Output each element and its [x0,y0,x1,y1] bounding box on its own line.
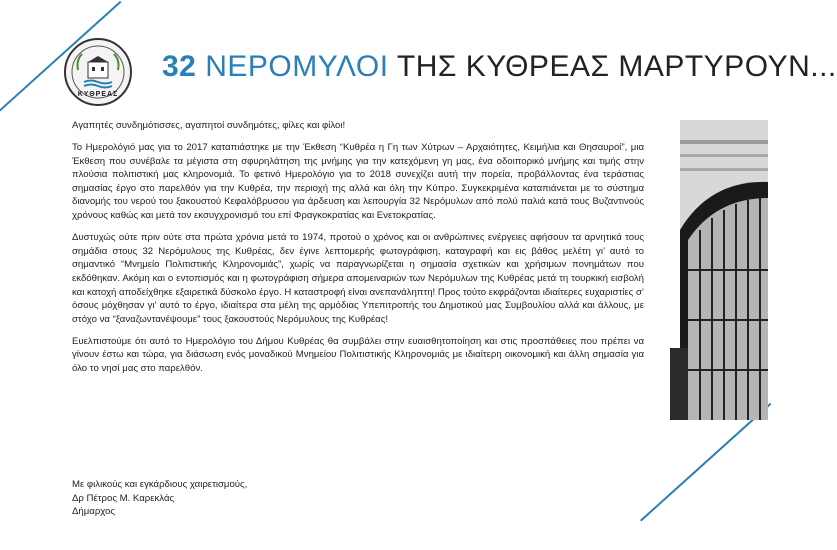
letter-paragraph: Το Ημερολόγιό μας για το 2017 καταπιάστηκε με την Έκθεση “Κυθρέα η Γη των Χύτρων – Αρχαιότητες, Κειμήλια και Θησαυροί”, μια Έκθεση που συνέβαλε τα μέγιστα στη σφυρηλάτηση της μνήμης για την κατεχόμενη γη μας, ένα οδοιπορικό μνήμης και τιμής στην πλούσια πολιτιστική μας κληρονομιά. Το φετινό Ημερολόγιο για το 2018 συνεχίζει αυτή την πορεία, προβάλλοντας ένα τεράστιας σημασίας έργο στο παρελθόν για την Κυθρέα, την περιοχή της αλλά και όλη την Κύπρο. Συγκεκριμένα καταπιάνεται με το σύστημα διανομής του νερού του ξακουστού Κεφαλόβρυσου για άρδευση και λειτουργία 32 Νερόμυλων από πολύ παλιά κατά τους Βυζαντινούς χρόνους καθώς και μετά τον εκσυγχρονισμό του επί Φραγκοκρατίας και Ενετοκρατίας. [72,142,644,222]
signature-name: Δρ Πέτρος Μ. Καρεκλάς [72,492,175,504]
page-title [162,50,837,84]
letter-paragraph: Ευελπιστούμε ότι αυτό το Ημερολόγιο του Δήμου Κυθρέας θα συμβάλει στην ευαισθητοποίηση και στις προσπάθειες που πρέπει να γίνουν έστω και τώρα, για διάσωση ενός μοναδικού Μνημείου Πολιτιστικής Κληρονομιάς με ιδιαίτερη οικονομική και άλλη σημασία για όλο το νησί μας στο παρελθόν. [72,335,644,374]
watermill-photo [670,120,768,420]
letter-body [72,119,644,384]
letter-greeting: Αγαπητές συνδημότισσες, αγαπητοί συνδημότες, φίλες και φίλοι! [72,120,346,131]
logo-label: ΚΥΘΡΕΑΣ [77,91,119,98]
signature-title: Δήμαρχος [72,506,116,518]
title-highlight: ΝΕΡΟΜΥΛΟΙ [205,50,389,83]
letter-signoff [72,478,247,519]
title-number: 32 [162,50,197,83]
decorative-line-bottom-right [640,403,771,522]
letter-closing: Με φιλικούς και εγκάρδιους χαιρετισμούς, [72,479,248,490]
municipality-seal-icon [64,38,132,106]
title-rest: ΤΗΣ ΚΥΘΡΕΑΣ ΜΑΡΤΥΡΟΥΝ... [396,50,837,83]
letter-paragraph: Δυστυχώς ούτε πριν ούτε στα πρώτα χρόνια μετά το 1974, προτού ο χρόνος και οι ανθρώπινες ενέργειες αφήσουν τα αρνητικά τους σημάδια στους 32 Νερόμυλους της Κυθρέας, δεν έγινε λεπτομερής φωτογράφιση, καταγραφή και εις βάθος μελέτη γι’ αυτό το σημαντικό “Μνημείο Πολιτιστικής Κληρονομιάς”, χωρίς να παραγνωρίζεται η σημασία σχετικών και χρήσιμων πονημάτων που εκδόθηκαν. Ακόμη και ο εντοπισμός και η φωτογράφιση σήμερα απομειναριών των Νερόμυλων της Κυθρέας μετά τη τουρκική εισβολή και κατοχή αποδείχθηκε εξαιρετικά δύσκολο έργο. Η καταστροφή είναι ανεπανάληπτη! Προς τούτο εκφράζονται ιδιαίτερες ευχαριστίες σ’ όσους μόχθησαν γι’ αυτό το έργο, ιδιαίτερα στα μέλη της αρμόδιας Υπεπιτροπής του Δημοτικού μας Συμβουλίου αλλά και άλλους, με στόχο να “ξαναζωντανέψουμε” τους ξακουστούς Νερόμυλους της Κυθρέας! [72,232,644,325]
